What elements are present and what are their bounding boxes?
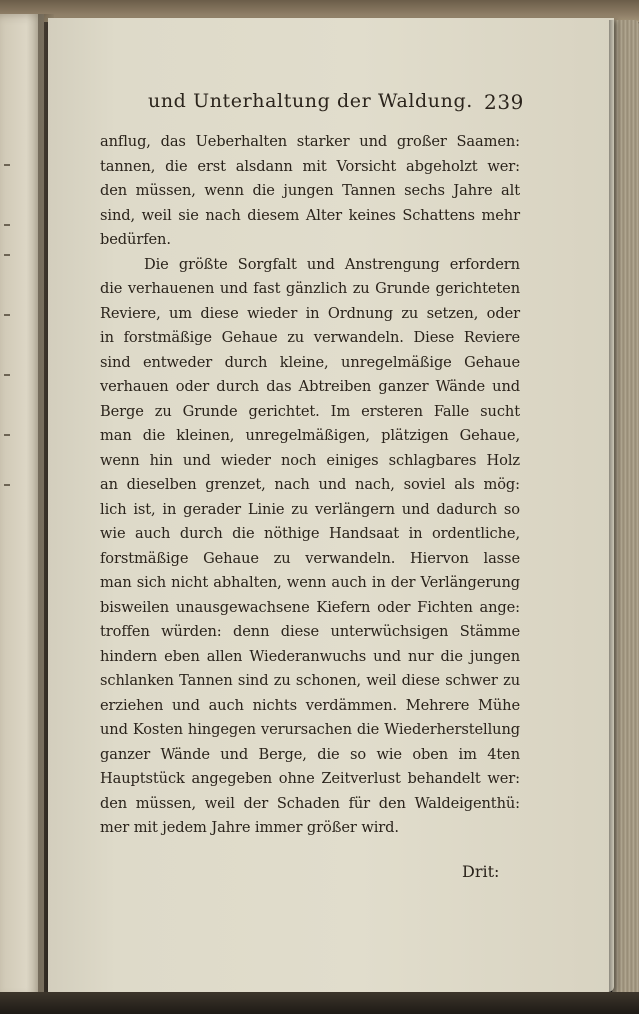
text-line: den müssen, wenn die jungen Tannen sechs Jahre alt (100, 182, 520, 199)
text-line: ganzer Wände und Berge, die so wie oben im 4ten (100, 745, 520, 763)
text-line: den müssen, weil der Schaden für den Waldeigenthü: (100, 794, 520, 812)
running-head-title: und Unterhaltung der Waldung. (148, 90, 473, 112)
bleed-through-mark (4, 374, 10, 376)
text-line: sind entweder durch kleine, unregelmäßige Gehaue (100, 353, 520, 371)
text-line: wenn hin und wieder noch einiges schlagbares Holz (100, 451, 520, 469)
text-line: forstmäßige Gehaue zu verwandeln. Hiervon lasse (100, 549, 520, 567)
body-text (100, 130, 520, 841)
text-line: bisweilen unausgewachsene Kiefern oder Fichten ange: (100, 598, 520, 616)
running-head (148, 90, 524, 120)
text-line: anflug, das Ueberhalten starker und großer Saamen: (100, 133, 520, 150)
text-line: schlanken Tannen sind zu schonen, weil diese schwer zu (100, 672, 520, 689)
bleed-through-mark (4, 314, 10, 316)
text-line: hindern eben allen Wiederanwuchs und nur die jungen (100, 647, 520, 665)
text-line: verhauen oder durch das Abtreiben ganzer Wände und (100, 378, 520, 395)
bleed-through-mark (4, 254, 10, 256)
text-line: Berge zu Grunde gerichtet. Im ersteren Falle sucht (100, 402, 520, 420)
bleed-through-mark (4, 484, 10, 486)
text-line: Hauptstück angegeben ohne Zeitverlust behandelt wer: (100, 770, 520, 787)
bleed-through-mark (4, 164, 10, 166)
bleed-through-mark (4, 224, 10, 226)
text-line: troffen würden: denn diese unterwüchsigen Stämme (100, 623, 520, 640)
text-line: mer mit jedem Jahre immer größer wird. (100, 819, 399, 836)
text-line: erziehen und auch nichts verdämmen. Mehrere Mühe (100, 696, 520, 714)
page-number: 239 (484, 90, 524, 114)
text-line: in forstmäßige Gehaue zu verwandeln. Diese Reviere (100, 329, 520, 346)
text-line: tannen, die erst alsdann mit Vorsicht abgeholzt wer: (100, 157, 520, 175)
text-line: Die größte Sorgfalt und Anstrengung erfordern (144, 255, 520, 273)
text-line: an dieselben grenzet, nach und nach, soviel als mög: (100, 476, 520, 493)
page-stack-edge (612, 20, 639, 1000)
page-shadow (609, 20, 615, 995)
text-line: die verhauenen und fast gänzlich zu Grunde gerichteten (100, 280, 520, 297)
bleed-through-mark (4, 434, 10, 436)
text-line: bedürfen. (100, 231, 171, 248)
text-line: sind, weil sie nach diesem Alter keines Schattens mehr (100, 206, 520, 224)
text-line: man sich nicht abhalten, wenn auch in der Verlängerung (100, 574, 520, 591)
catchword: Drit: (462, 862, 500, 881)
text-line: lich ist, in gerader Linie zu verlängern und dadurch so (100, 500, 520, 518)
book-bottom-edge (0, 992, 639, 1014)
text-line: und Kosten hingegen verursachen die Wiederherstellung (100, 721, 520, 738)
text-line: man die kleinen, unregelmäßigen, plätzigen Gehaue, (100, 427, 520, 444)
text-line: wie auch durch die nöthige Handsaat in ordentliche, (100, 525, 520, 542)
text-line: Reviere, um diese wieder in Ordnung zu setzen, oder (100, 304, 520, 322)
